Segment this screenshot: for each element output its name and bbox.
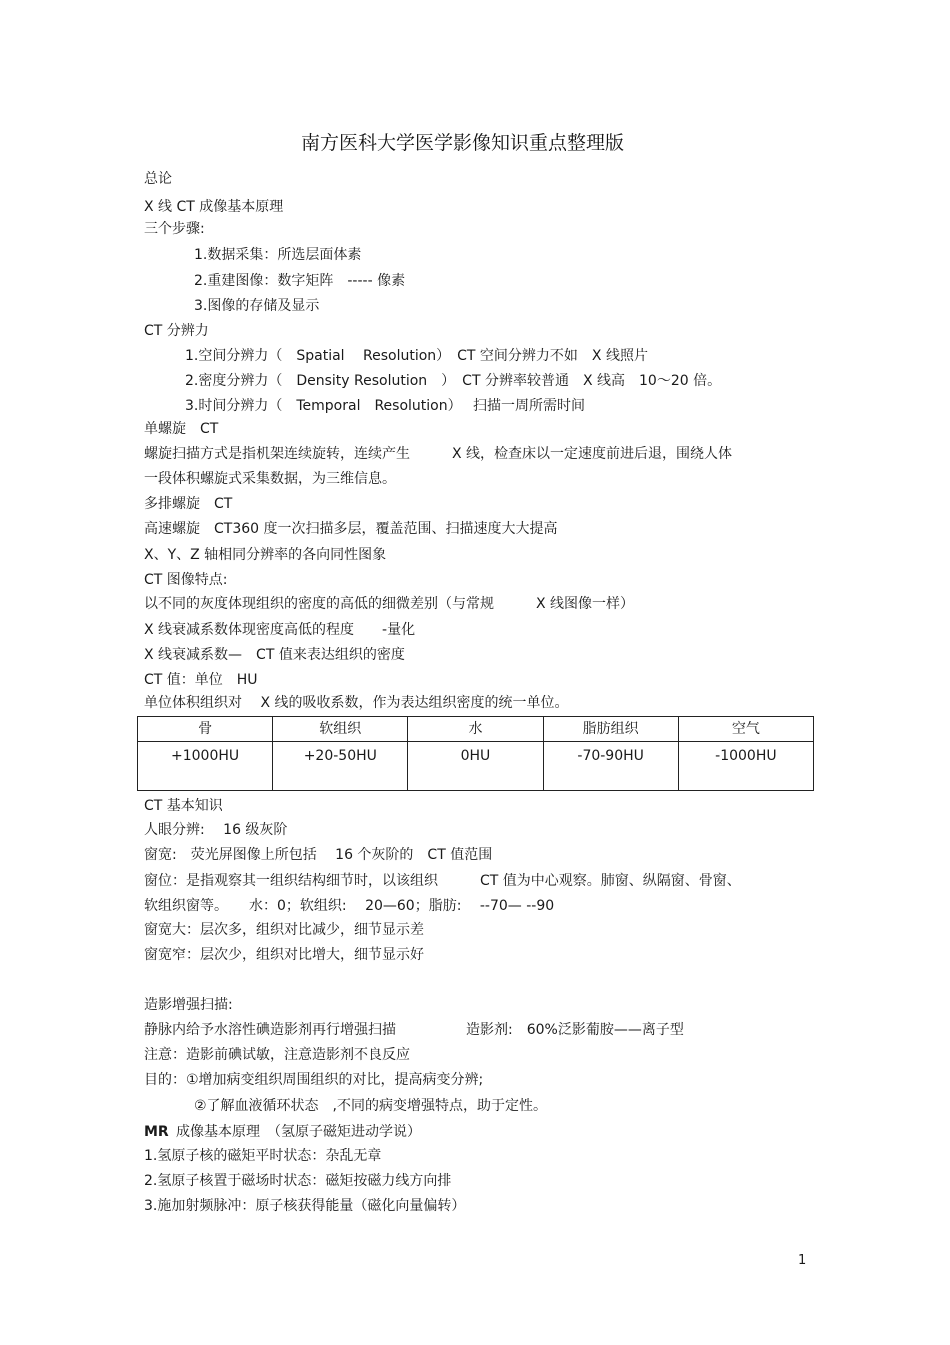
mr-label: MR bbox=[144, 1124, 169, 1140]
text-line: 窗宽窄：层次少，组织对比增大，细节显示好 bbox=[144, 947, 424, 963]
text-line: 窗宽: 荧光屏图像上所包括 16 个灰阶的 CT 值范围 bbox=[144, 847, 493, 863]
subsection-heading: CT 基本知识 bbox=[144, 798, 223, 814]
table-cell: 0HU bbox=[408, 742, 543, 791]
table-cell: +1000HU bbox=[138, 742, 273, 791]
table-cell: +20-50HU bbox=[273, 742, 408, 791]
list-item: 3.图像的存储及显示 bbox=[194, 298, 320, 314]
table-cell: -70-90HU bbox=[543, 742, 678, 791]
table-row bbox=[138, 742, 814, 791]
list-item: 2.重建图像：数字矩阵 ----- 像素 bbox=[194, 273, 406, 289]
table-header-cell: 软组织 bbox=[273, 717, 408, 742]
section-heading: 总论 bbox=[144, 171, 172, 187]
ct-value-table bbox=[137, 716, 814, 791]
text-line: 软组织窗等。 水：0；软组织: 20—60；脂肪: --70— --90 bbox=[144, 898, 555, 914]
list-item: 3.施加射频脉冲：原子核获得能量（磁化向量偏转） bbox=[144, 1198, 466, 1214]
list-item: 1.数据采集：所选层面体素 bbox=[194, 247, 362, 263]
list-item: 1.空间分辨力（ Spatial Resolution） CT 空间分辨力不如 X 线照片 bbox=[185, 348, 648, 364]
subsection-heading: 造影增强扫描: bbox=[144, 997, 233, 1013]
text-line: 注意：造影前碘试敏，注意造影剂不良反应 bbox=[144, 1047, 410, 1063]
table-cell: -1000HU bbox=[678, 742, 813, 791]
text-line: 单位体积组织对 X 线的吸收系数，作为表达组织密度的统一单位。 bbox=[144, 695, 569, 711]
page-number: 1 bbox=[798, 1253, 807, 1268]
table-header-cell: 骨 bbox=[138, 717, 273, 742]
table-header-cell: 脂肪组织 bbox=[543, 717, 678, 742]
text-line: ②了解血液循环状态 ,不同的病变增强特点，助于定性。 bbox=[194, 1098, 547, 1114]
list-item: 1.氢原子核的磁矩平时状态：杂乱无章 bbox=[144, 1148, 382, 1164]
text-line: 高速螺旋 CT360 度一次扫描多层，覆盖范围、扫描速度大大提高 bbox=[144, 521, 558, 537]
text-line: 三个步骤: bbox=[144, 221, 205, 237]
text-line: X 线衰减系数— CT 值来表达组织的密度 bbox=[144, 647, 405, 663]
text-line: 窗宽大：层次多，组织对比减少，细节显示差 bbox=[144, 922, 424, 938]
text-line: 以不同的灰度体现组织的密度的高低的细微差别（与常规 X 线图像一样） bbox=[144, 596, 635, 612]
list-item: 3.时间分辨力（ Temporal Resolution） 扫描一周所需时间 bbox=[185, 398, 586, 414]
subsection-heading: 单螺旋 CT bbox=[144, 421, 219, 437]
text-line: 螺旋扫描方式是指机架连续旋转，连续产生 X 线，检查床以一定速度前进后退，围绕人体 bbox=[144, 446, 733, 462]
text-line: X、Y、Z 轴相同分辨率的各向同性图象 bbox=[144, 547, 387, 563]
text-line: 目的：①增加病变组织周围组织的对比，提高病变分辨; bbox=[144, 1072, 484, 1088]
text-line: CT 值：单位 HU bbox=[144, 672, 258, 688]
table-header-row bbox=[138, 717, 814, 742]
subsection-heading: X 线 CT 成像基本原理 bbox=[144, 199, 284, 215]
subsection-heading: 成像基本原理 （氢原子磁矩进动学说） bbox=[176, 1124, 421, 1140]
subsection-heading: CT 分辨力 bbox=[144, 323, 209, 339]
text-line: 静脉内给予水溶性碘造影剂再行增强扫描 造影剂: 60%泛影葡胺——离子型 bbox=[144, 1022, 684, 1038]
page-title: 南方医科大学医学影像知识重点整理版 bbox=[300, 132, 624, 154]
list-item: 2.氢原子核置于磁场时状态：磁矩按磁力线方向排 bbox=[144, 1173, 452, 1189]
text-line: 窗位：是指观察其一组织结构细节时，以该组织 CT 值为中心观察。肺窗、纵隔窗、骨窗、 bbox=[144, 873, 741, 889]
text-line: X 线衰减系数体现密度高低的程度 -量化 bbox=[144, 622, 416, 638]
table-header-cell: 空气 bbox=[678, 717, 813, 742]
subsection-heading: CT 图像特点: bbox=[144, 572, 228, 588]
subsection-heading: 多排螺旋 CT bbox=[144, 496, 233, 512]
list-item: 2.密度分辨力（ Density Resolution ） CT 分辨率较普通 X 线高 10～20 倍。 bbox=[185, 373, 722, 389]
text-line: 一段体积螺旋式采集数据，为三维信息。 bbox=[144, 471, 396, 487]
table-header-cell: 水 bbox=[408, 717, 543, 742]
text-line: 人眼分辨: 16 级灰阶 bbox=[144, 822, 288, 838]
